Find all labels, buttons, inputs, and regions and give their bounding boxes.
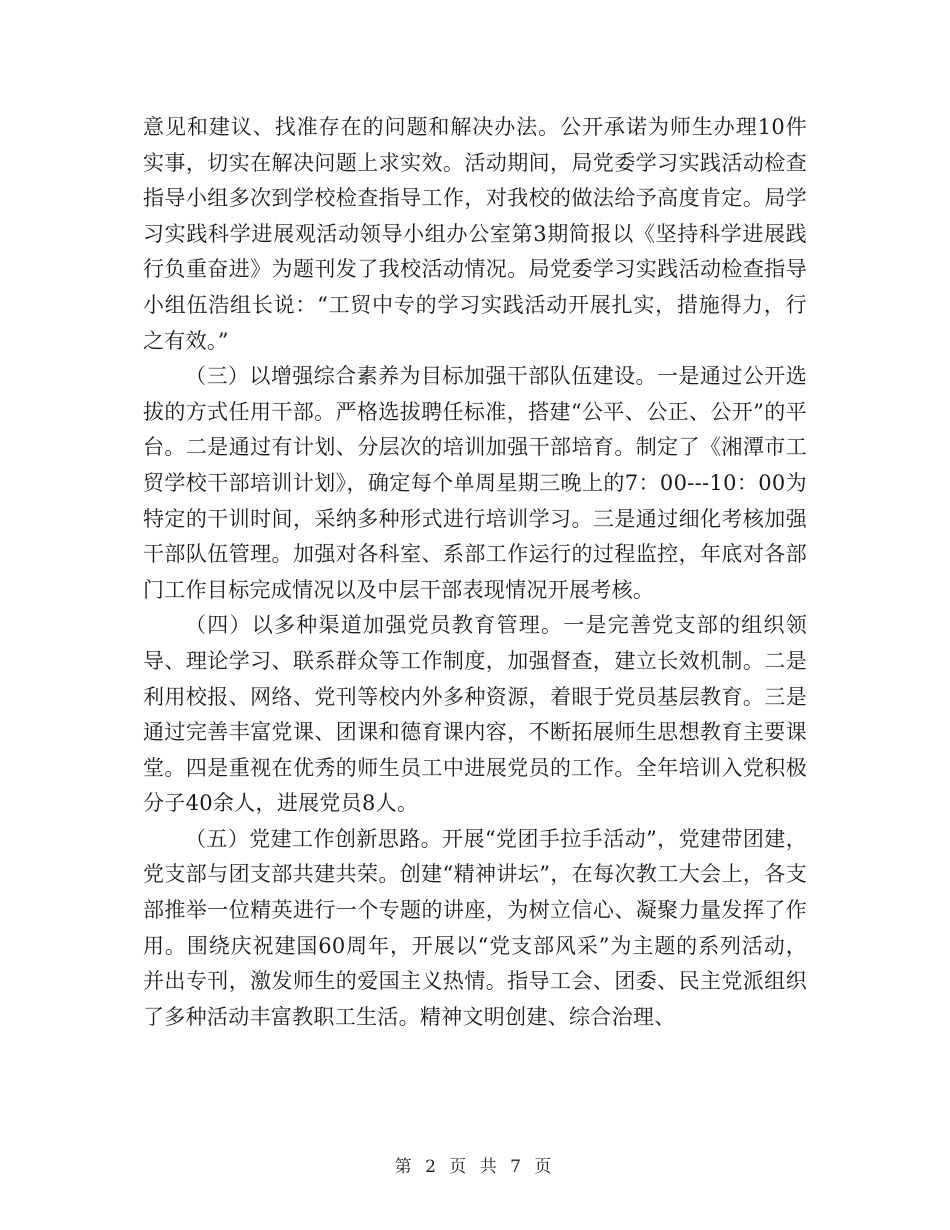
paragraph-section-4: （四）以多种渠道加强党员教育管理。一是完善党支部的组织领导、理论学习、联系群众等工作制度，加强督查，建立长效机制。二是利用校报、网络、党刊等校内外多种资源，着眼于党员基层教育。三是通过完善丰富党课、团课和德育课内容，不断拓展师生思想教育主要课堂。四是重视在优秀的师生员工中进展党员的工作。全年培训入党积极分子40余人，进展党员8人。 xyxy=(143,613,807,816)
paragraph-section-3: （三）以增强综合素养为目标加强干部队伍建设。一是通过公开选拔的方式任用干部。严格选拔聘任标准，搭建“公平、公正、公开”的平台。二是通过有计划、分层次的培训加强干部培育。制定了《湘潭市工贸学校干部培训计划》，确定每个单周星期三晚上的7：00---10：00为特定的干训时间，采纳多种形式进行培训学习。三是通过细化考核加强干部队伍管理。加强对各科室、系部工作运行的过程监控，年底对各部门工作目标完成情况以及中层干部表现情况开展考核。 xyxy=(143,364,807,602)
page-number-footer: 第 2 页 共 7 页 xyxy=(394,1157,556,1177)
paragraph-section-5: （五）党建工作创新思路。开展“党团手拉手活动”，党建带团建，党支部与团支部共建共荣。创建“精神讲坛”，在每次教工大会上，各支部推举一位精英进行一个专题的讲座，为树立信心、凝聚力量发挥了作用。围绕庆祝建国60周年，开展以“党支部风采”为主题的系列活动，并出专刊，激发师生的爱国主义热情。指导工会、团委、民主党派组织了多种活动丰富教职工生活。精神文明创建、综合治理、 xyxy=(143,826,807,1029)
document-body xyxy=(143,110,807,1035)
paragraph-continuation: 意见和建议、找准存在的问题和解决办法。公开承诺为师生办理10件实事，切实在解决问题上求实效。活动期间，局党委学习实践活动检查指导小组多次到学校检查指导工作，对我校的做法给予高度肯定。局学习实践科学进展观活动领导小组办公室第3期简报以《坚持科学进展践行负重奋进》为题刊发了我校活动情况。局党委学习实践活动检查指导小组伍浩组长说：“工贸中专的学习实践活动开展扎实，措施得力，行之有效。” xyxy=(143,115,807,353)
